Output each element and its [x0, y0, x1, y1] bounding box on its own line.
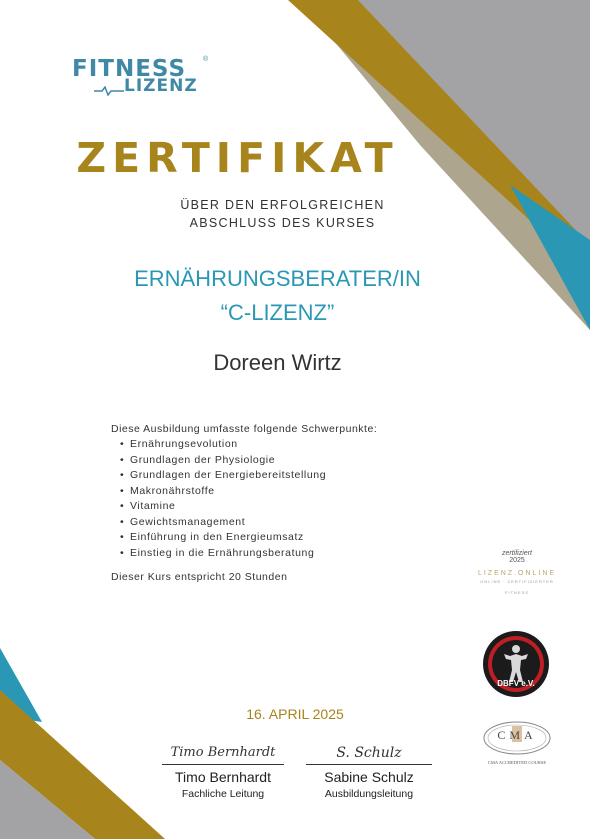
- signer-name-1: Timo Bernhardt: [175, 769, 271, 785]
- logo-word-fitness: FITNESS: [72, 56, 187, 82]
- subtitle-line-2: ABSCHLUSS DES KURSES: [189, 216, 376, 230]
- course-title: [0, 262, 555, 330]
- badge-certified-label: zertifiziert: [502, 550, 532, 557]
- dbfv-seal: [482, 630, 550, 698]
- course-name: ERNÄHRUNGSBERATER/IN: [134, 266, 421, 291]
- handwritten-signature-1: Timo Bernhardt: [162, 738, 284, 765]
- signature-block-2: [306, 738, 432, 800]
- list-item: • Einstieg in die Ernährungsberatung: [111, 546, 326, 562]
- list-item: • Grundlagen der Physiologie: [111, 453, 326, 469]
- badge-year: 2025: [509, 557, 525, 564]
- subtitle-line-1: ÜBER DEN ERFOLGREICHEN: [180, 198, 385, 212]
- signer-name-2: Sabine Schulz: [324, 769, 414, 785]
- signature-block-1: [162, 738, 284, 800]
- list-item: • Makronährstoffe: [111, 484, 326, 500]
- cma-label: CMA: [497, 728, 537, 742]
- list-item: • Gewichtsmanagement: [111, 515, 326, 531]
- badge-small-text-2: FITNESS: [505, 590, 529, 595]
- course-duration: Dieser Kurs entspricht 20 Stunden: [111, 571, 288, 583]
- focus-intro: Diese Ausbildung umfasste folgende Schwerpunkte:: [111, 423, 378, 435]
- badge-small-text: ONLINE · ZERTIFIZIERTER: [480, 579, 554, 584]
- heartbeat-icon: [94, 86, 124, 96]
- list-item: • Einführung in den Energieumsatz: [111, 530, 326, 546]
- course-license: “C-LIZENZ”: [220, 300, 335, 325]
- lizenz-online-badge: [478, 550, 556, 608]
- logo-word-lizenz: LIZENZ: [124, 76, 198, 96]
- logo-registered-mark: ®: [203, 56, 209, 63]
- certificate-title: ZERTIFIKAT: [76, 134, 399, 182]
- cma-caption: CMA ACCREDITED COURSE: [487, 760, 547, 765]
- cma-seal: [482, 720, 552, 768]
- list-item: • Ernährungsevolution: [111, 437, 326, 453]
- handwritten-signature-2: S. Schulz: [306, 738, 432, 765]
- signer-role-2: Ausbildungsleitung: [324, 788, 414, 800]
- signer-role-1: Fachliche Leitung: [181, 788, 265, 800]
- list-item: • Vitamine: [111, 499, 326, 515]
- focus-list: [111, 437, 326, 561]
- fitness-lizenz-logo: [72, 56, 212, 98]
- issue-date: 16. APRIL 2025: [246, 706, 344, 722]
- dbfv-label: DBFV e.V.: [497, 679, 535, 688]
- badge-brand: LIZENZ.ONLINE: [478, 570, 557, 577]
- certificate-subtitle: [0, 196, 565, 232]
- list-item: • Grundlagen der Energiebereitstellung: [111, 468, 326, 484]
- recipient-name: Doreen Wirtz: [213, 350, 342, 375]
